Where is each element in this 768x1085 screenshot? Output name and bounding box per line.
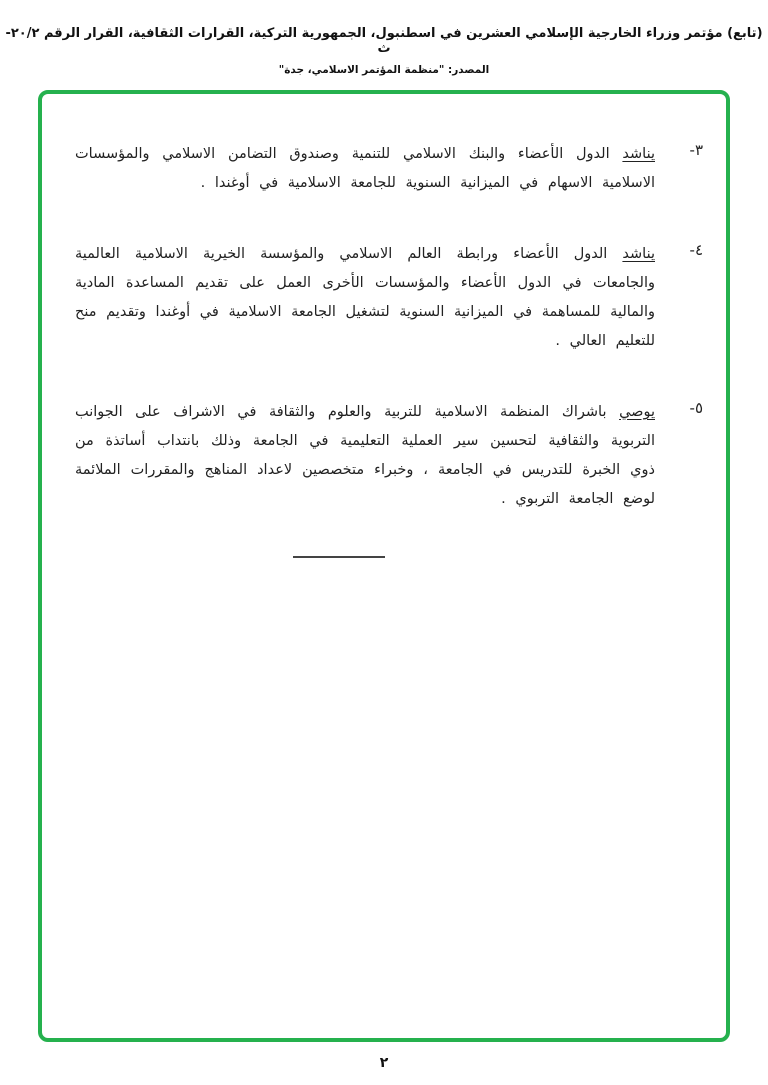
- resolution-content: [42, 94, 726, 558]
- resolution-paragraph-4: [75, 240, 703, 356]
- paragraph-number: ٥-: [689, 399, 703, 417]
- paragraph-lead-word: يوصي: [619, 404, 655, 420]
- paragraph-lead-word: يناشد: [622, 246, 655, 262]
- green-border-frame: [38, 90, 730, 1042]
- paragraph-body-text: الدول الأعضاء والبنك الاسلامي للتنمية وصندوق التضامن الاسلامي والمؤسسات الاسلامية الاسهام في الميزانية السنوية للجامعة الاسلامية في أوغندا .: [75, 146, 655, 191]
- page-number: ٢: [379, 1055, 389, 1071]
- paragraph-text: [75, 140, 655, 198]
- paragraph-body-text: الدول الأعضاء ورابطة العالم الاسلامي والمؤسسة الخيرية الاسلامية العالمية والجامعات في الدول الأعضاء والمؤسسات الأخرى العمل على تقديم المساعدة المادية والمالية للمساهمة في الميزانية السنوية لتشغيل الجامعة الاسلامية في أوغندا وتقديم منح للتعليم العالي .: [75, 246, 655, 349]
- header-title: (تابع) مؤتمر وزراء الخارجية الإسلامي العشرين في اسطنبول، الجمهورية التركية، القرارات الثقافية، القرار الرقم ٢٠/٢-ث: [5, 26, 763, 56]
- paragraph-text: [75, 398, 655, 514]
- paragraph-number: ٤-: [689, 241, 703, 259]
- paragraph-number: ٣-: [689, 141, 703, 159]
- paragraph-text: [75, 240, 655, 356]
- paragraph-lead-word: يناشد: [622, 146, 655, 162]
- header-source: المصدر: "منظمة المؤتمر الاسلامي، جدة": [278, 64, 490, 76]
- resolution-paragraph-3: [75, 140, 703, 198]
- document-header: [0, 26, 768, 76]
- resolution-paragraph-5: [75, 398, 703, 514]
- end-divider-line: [293, 556, 385, 558]
- paragraph-body-text: باشراك المنظمة الاسلامية للتربية والعلوم والثقافة في الاشراف على الجوانب التربوية والثقافية لتحسين سير العملية التعليمية في الجامعة وذلك بانتداب أساتذة من ذوي الخبرة للتدريس في الجامعة ، وخبراء متخصصين لاعداد المناهج والمقررات الملائمة لوضع الجامعة التربوي .: [75, 404, 655, 507]
